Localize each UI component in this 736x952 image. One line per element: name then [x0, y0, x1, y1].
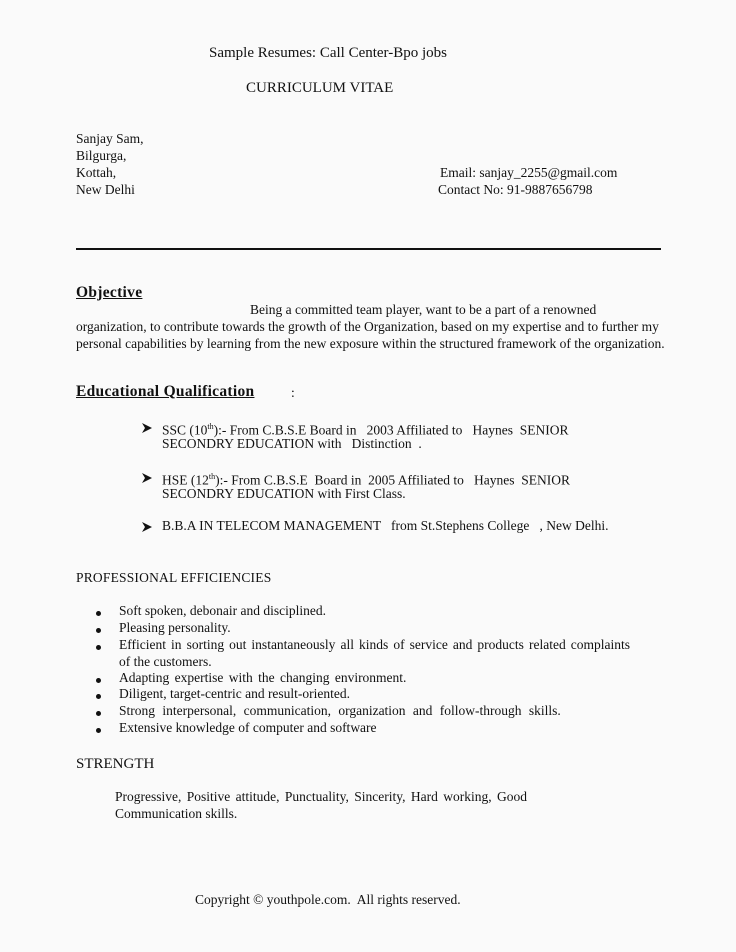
education-item-text: ):- From C.B.S.E Board in 2003 Affiliated to Haynes SENIOR — [213, 422, 569, 438]
document-title: Sample Resumes: Call Center-Bpo jobs — [209, 45, 448, 61]
bullet-icon — [96, 711, 101, 716]
objective-text-line: organization, to contribute towards the growth of the Organization, based on my expertise and to further my — [76, 319, 659, 334]
education-item-text: ):- From C.B.S.E Board in 2005 Affiliated to Haynes SENIOR — [215, 472, 570, 488]
address-line: New Delhi — [76, 182, 135, 197]
list-item: Extensive knowledge of computer and software — [119, 720, 377, 735]
document-subtitle: CURRICULUM VITAE — [246, 80, 394, 96]
education-item: B.B.A IN TELECOM MANAGEMENT from St.Stephens College , New Delhi. — [162, 518, 609, 533]
section-heading-professional: PROFESSIONAL EFFICIENCIES — [76, 570, 272, 585]
list-item-continuation: of the customers. — [119, 654, 212, 669]
contact-email: Email: sanjay_2255@gmail.com — [440, 165, 618, 180]
list-item: Adapting expertise with the changing environment. — [119, 670, 407, 685]
education-item-text: HSE (12 — [162, 472, 209, 488]
bullet-icon — [96, 694, 101, 699]
contact-phone: Contact No: 91-9887656798 — [438, 182, 593, 197]
education-colon: : — [291, 385, 295, 400]
bullet-icon — [96, 678, 101, 683]
list-item: Efficient in sorting out instantaneously all kinds of service and products related complaints — [119, 637, 630, 652]
bullet-icon — [96, 645, 101, 650]
ordinal-suffix: th — [208, 472, 216, 481]
education-item-text: SSC (10 — [162, 422, 208, 438]
section-heading-strength: STRENGTH — [76, 756, 155, 772]
objective-text-line: Being a committed team player, want to be a part of a renowned — [250, 302, 597, 317]
address-line: Kottah, — [76, 165, 117, 180]
ordinal-suffix: th — [207, 422, 214, 431]
address-line: Bilgurga, — [76, 148, 127, 163]
strength-text-line: Communication skills. — [115, 806, 238, 821]
strength-text-line: Progressive, Positive attitude, Punctuality, Sincerity, Hard working, Good — [115, 789, 527, 804]
bullet-icon — [96, 728, 101, 733]
objective-text-line: personal capabilities by learning from the new exposure within the structured framework of the organization. — [76, 336, 665, 351]
bullet-icon — [96, 628, 101, 633]
arrow-bullet-icon — [142, 473, 152, 483]
address-line: Sanjay Sam, — [76, 131, 144, 146]
list-item: Strong interpersonal, communication, organization and follow-through skills. — [119, 703, 561, 718]
arrow-bullet-icon — [142, 522, 152, 532]
section-heading-education: Educational Qualification — [76, 383, 255, 400]
header-divider — [76, 248, 661, 250]
list-item: Diligent, target-centric and result-oriented. — [119, 686, 351, 701]
copyright-notice: Copyright © youthpole.com. All rights reserved. — [195, 892, 461, 907]
bullet-icon — [96, 611, 101, 616]
section-heading-objective: Objective — [76, 284, 143, 301]
arrow-bullet-icon — [142, 423, 152, 433]
education-item-continuation: SECONDRY EDUCATION with First Class. — [162, 486, 406, 501]
list-item: Soft spoken, debonair and disciplined. — [119, 603, 326, 618]
education-item-continuation: SECONDRY EDUCATION with Distinction . — [162, 436, 422, 451]
list-item: Pleasing personality. — [119, 620, 231, 635]
